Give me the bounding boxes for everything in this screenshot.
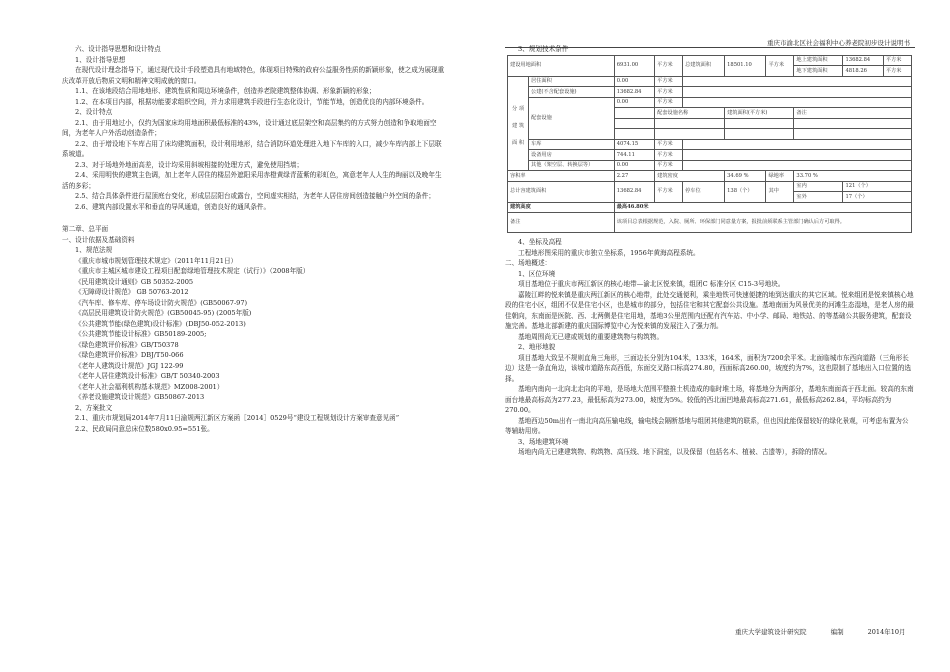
planning-technical-table: [507, 55, 912, 234]
paragraph: 项目基地大致呈不规则直角三角形，三面边长分别为104米，133米，164米，面积为7200余平米。北面临城市东西向道路（三角形长边）这是一条直角边，该城市道路东高西低，东面交叉路口标高274.80，西面标高260.00，坡度约为7%，这也限制了基地出入口位置的选择。: [505, 353, 912, 383]
table-row: 容积率 2.27 建筑密度 34.69 % 绿地率 33.70 %: [508, 171, 912, 182]
paragraph: 2.2、民政局同意总床位数580x0.95=551张。: [75, 424, 214, 433]
footer-role: 编制: [830, 628, 844, 636]
paragraph: 2、设计特点: [75, 108, 113, 116]
table-row: 设备用房 744.11 平方米: [508, 150, 912, 161]
paragraph: 在现代设计理念指导下，通过现代设计手段塑造具有地域特色，体现项目特殊的政府公益服务性质的新颖形象，使之成为展现重庆改革开放后物质文明和精神文明成就的窗口。: [62, 66, 445, 85]
paragraph: 《绿色建筑评价标准》DBJ/T50-066: [75, 351, 184, 359]
footer-org: 重庆大学建筑设计研究院: [735, 628, 807, 636]
paragraph: 1.1、在该地段结合用地地形、建筑性质和周边环境条件，创造养老院建筑整体协调、形象新颖的形象；: [75, 87, 376, 95]
paragraph: 场地内尚无已建建筑物、构筑物、高压线、地下洞室，以及保留（包括名木、植被、古遗等），拆除的情况。: [518, 448, 832, 456]
paragraph: 《老年人建筑设计规范》JGJ 122-99: [75, 361, 184, 370]
document-header-title: 重庆市渝北区社会福利中心养老院初步设计说明书: [767, 39, 910, 47]
paragraph: 《老年人社会福利机构基本规范》MZ008-2001）: [75, 382, 224, 391]
paragraph: 《高层民用建筑设计防火规范》(GB50045-95) (2005年版): [75, 309, 252, 317]
paragraph: 1、设计指导思想: [75, 55, 126, 64]
footer-date: 2014年10月: [867, 628, 906, 636]
table-row: 建设用地面积 6931.00 平方米 总建筑面积 18501.10 平方米 地上建筑面积 13682.84 平方米: [508, 55, 912, 66]
paragraph: 项目基地位于重庆市两江新区的核心地带—渝北区悦来镇，组团C 标准分区 C15-3号地块。: [518, 280, 785, 288]
right-column: [505, 44, 915, 458]
paragraph: 第二章、总平面: [62, 225, 109, 233]
footer: [735, 627, 905, 636]
paragraph: 2.5、结合具体条件进行屋顶庭台变化，形成层层阳台或露台，空间虚实相结，为老年人居住房间创造接触户外空间的条件；: [75, 192, 435, 200]
paragraph: 《重庆市城市规划管理技术规定》（2011年11月21日）: [75, 256, 238, 265]
paragraph: 2.4、采用明快的建筑主色调，加上老年人居住的楼层外遮阳采用赤橙黄绿青蓝紫的彩虹色，寓意老年人人生的绚丽以及晚年生活的多彩；: [62, 171, 442, 190]
paragraph: 2.1、重庆市规划局2014年7月11日渝规两江新区方案函［2014］0529号“建设工程规划设计方案审查意见函”: [75, 414, 400, 422]
paragraph: 《重庆市主城区城市建设工程项目配套绿地管理技术规定（试行）》（2008年版）: [75, 267, 310, 275]
paragraph: 1、区位环境: [518, 269, 556, 278]
table-row: 其他（架空层、转换层等） 0.00 平方米: [508, 160, 912, 171]
table-row: 配套设施 0.00 平方米: [508, 97, 912, 108]
paragraph: 一、设计依据及基础资料: [62, 235, 135, 244]
paragraph: 4、坐标及高程: [518, 238, 562, 246]
table-row: 室外 17（个）: [508, 192, 912, 203]
paragraph: 《养老设施建筑设计规范》GB50867-2013: [75, 393, 205, 401]
paragraph: 工程地形图采用的重庆市独立坐标系，1956年黄海高程系统。: [518, 248, 700, 257]
section-title-planning: 3、规划技术条件: [518, 45, 569, 53]
table-row: 地下建筑面积 4818.26 平方米: [508, 66, 912, 77]
paragraph: 基地西边50m出有一南北向高压输电线，输电线会隔断基地与组团其他建筑的联系，但也因此能保留较好的绿化景观，可考虑布置为公等辅助用房。: [505, 416, 909, 435]
table-row: 建筑高度 最高46.80米: [508, 202, 912, 213]
left-column: [62, 44, 447, 434]
paragraph: 《公共建筑节能(绿色建筑)设计标准》(DBJ50-052-2013): [75, 319, 246, 328]
table-row: 配套设施名称 建筑面积(平方米) 备注: [508, 108, 912, 119]
paragraph: 基地周围尚无已建或规划的重要建筑物与构筑物。: [518, 332, 664, 341]
paragraph: 1、规范法规: [75, 246, 113, 254]
paragraph: 二、场地概述：: [505, 259, 552, 267]
paragraph: 基地内南向一北向北走向的平地，是场地大范围平整推土机造成的临时堆土场，将基地分为两部分，基地东南面高于西北面。较高的东南面台地最高标高为277.23，最低标高为273.00，坡度为5%。较低的西北面凹地最高标高271.61，最低标高262.84，平均标高约为270.00。: [505, 385, 914, 414]
paragraph: 六、设计指导思想和设计特点: [75, 45, 161, 53]
paragraph: 嘉陵江畔的悦来镇是重庆两江新区的核心地带，此处交通便利，乘坐地铁可快速便捷的地到达重庆的其它区域。悦来组团是悦来镇核心地段的住宅小区，组团不仅是住宅小区，也是城市的部分，包括住宅和其它配套公共设施。基地南面为风景优美的河滩生态湿地，是老人房的最佳朝向，东南面是医院、西、北两侧是住宅用地，基地3公里范围内还配有汽车站、中小学、邮局、地铁站、的等基础公共服务建筑，配套设施完善。基地北部新建的重庆国际博览中心为悦来镇的发展注入了强力剂。: [505, 290, 914, 330]
paragraph: 2.6、建筑内部设置水平和垂直的导风通道，创造良好的通风条件。: [75, 202, 271, 211]
table-row: 公建(不含配套设施) 13682.84 平方米: [508, 87, 912, 98]
paragraph: 3、场地建筑环境: [518, 437, 569, 446]
table-row: 分 项 建 筑 面 积 居住面积 0.00 平方米: [508, 76, 912, 87]
paragraph: 2.3、对于场地外地面高差，设计均采用斜坡相接的处理方式，避免使用挡墙；: [75, 160, 304, 169]
paragraph: 2.2、由于增设地下车库占用了床均建筑面积，设计利用地形，结合消防环道处理进入地下车库的入口，减少车库内部上下层联系坡道。: [62, 139, 442, 158]
vertical-label: 分 项 建 筑 面 积: [508, 76, 529, 171]
table-row: 车库 4074.15 平方米: [508, 139, 912, 150]
paragraph: 2.1、由于用地过小，仅约为国家床均用地面积最低标准的43%，设计通过底层架空和高层集约的方式努力创造和争取地面空间，为老年人户外活动创造条件；: [62, 118, 437, 137]
right-body-text: [505, 237, 915, 458]
paragraph: 2、地形地貌: [518, 343, 556, 351]
paragraph: 《绿色建筑评价标准》GB/T50378: [75, 340, 179, 349]
paragraph: 《无障碍设计规范》 GB 50763-2012: [75, 288, 189, 296]
paragraph: 1.2、在本项目内部，根据功能要求组织空间，并力求用建筑手段进行生态化设计，节能节地，创造优良的内部环境条件。: [75, 97, 429, 106]
paragraph: 《公共建筑节能设计标准》GB50189-2005;: [75, 330, 207, 338]
table-row: 备注 该项目总表根据规范，入院、厕所、环保部门同意量方案，报批前须联系主管部门确认后方可取得。: [508, 213, 912, 233]
table-row: 总计容建筑面积 13682.84 平方米 停车位 138（个） 其中 室内 121（个）: [508, 181, 912, 192]
paragraph: 2、方案批文: [75, 403, 113, 412]
paragraph: 《老年人居住建筑设计标准》GB/T 50340-2003: [75, 372, 220, 380]
paragraph: 《汽车库、修车库、停车场设计防火规范》(GB50067-97): [75, 298, 248, 307]
paragraph: 《民用建筑设计通则》GB 50352-2005: [75, 277, 194, 286]
